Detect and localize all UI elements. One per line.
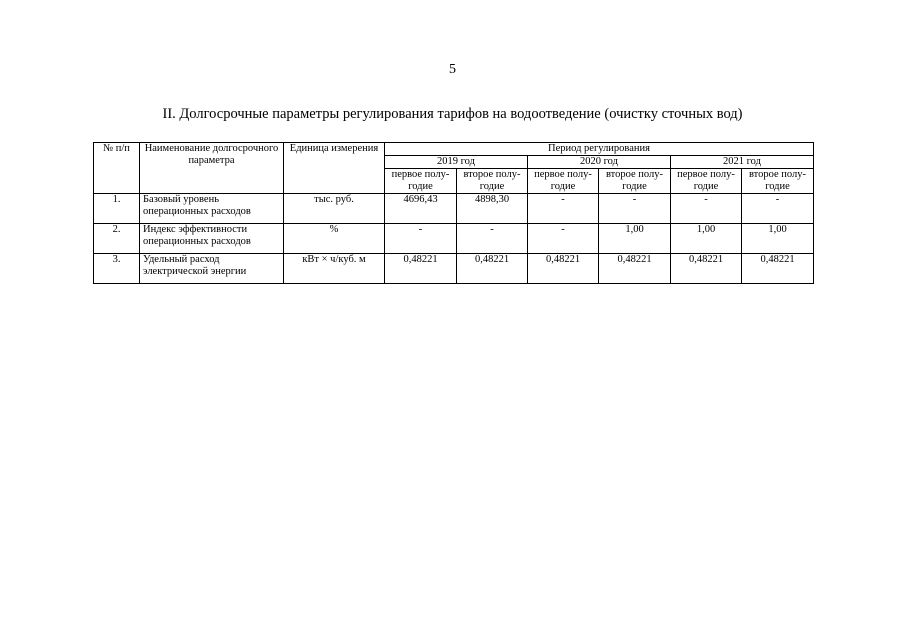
header-num: № п/п <box>94 143 140 194</box>
row-num: 3. <box>94 254 140 284</box>
row-value: - <box>528 194 599 224</box>
header-year-2020: 2020 год <box>528 156 671 169</box>
row-value: 1,00 <box>599 224 671 254</box>
row-value: - <box>599 194 671 224</box>
table-row <box>94 194 814 224</box>
header-half-first: первое полу-годие <box>385 169 457 194</box>
row-value: 1,00 <box>671 224 742 254</box>
row-value: 0,48221 <box>385 254 457 284</box>
row-unit: % <box>284 224 385 254</box>
parameters-table <box>93 142 814 284</box>
header-half-second: второе полу-годие <box>742 169 814 194</box>
row-value: - <box>457 224 528 254</box>
header-half-second: второе полу-годие <box>599 169 671 194</box>
page-number: 5 <box>449 62 456 77</box>
row-value: 0,48221 <box>528 254 599 284</box>
row-value: 4696,43 <box>385 194 457 224</box>
row-value: - <box>528 224 599 254</box>
row-name: Индекс эффективности операционных расходов <box>140 224 284 254</box>
row-num: 2. <box>94 224 140 254</box>
row-value: 0,48221 <box>599 254 671 284</box>
row-value: 0,48221 <box>457 254 528 284</box>
row-value: 1,00 <box>742 224 814 254</box>
row-value: - <box>671 194 742 224</box>
row-value: - <box>385 224 457 254</box>
row-value: 4898,30 <box>457 194 528 224</box>
table-row <box>94 224 814 254</box>
row-unit: тыс. руб. <box>284 194 385 224</box>
header-period: Период регулирования <box>385 143 814 156</box>
row-name: Удельный расход электрической энергии <box>140 254 284 284</box>
row-unit: кВт × ч/куб. м <box>284 254 385 284</box>
row-name: Базовый уровень операционных расходов <box>140 194 284 224</box>
row-value: 0,48221 <box>742 254 814 284</box>
row-num: 1. <box>94 194 140 224</box>
header-row-period <box>94 143 814 156</box>
header-half-first: первое полу-годие <box>528 169 599 194</box>
header-name: Наименование долгосрочного параметра <box>140 143 284 194</box>
table-row <box>94 254 814 284</box>
row-value: - <box>742 194 814 224</box>
header-half-first: первое полу-годие <box>671 169 742 194</box>
row-value: 0,48221 <box>671 254 742 284</box>
header-unit: Единица измерения <box>284 143 385 194</box>
header-year-2021: 2021 год <box>671 156 814 169</box>
header-year-2019: 2019 год <box>385 156 528 169</box>
header-half-second: второе полу-годие <box>457 169 528 194</box>
section-title: II. Долгосрочные параметры регулирования тарифов на водоотведение (очистку сточных вод) <box>162 106 743 122</box>
